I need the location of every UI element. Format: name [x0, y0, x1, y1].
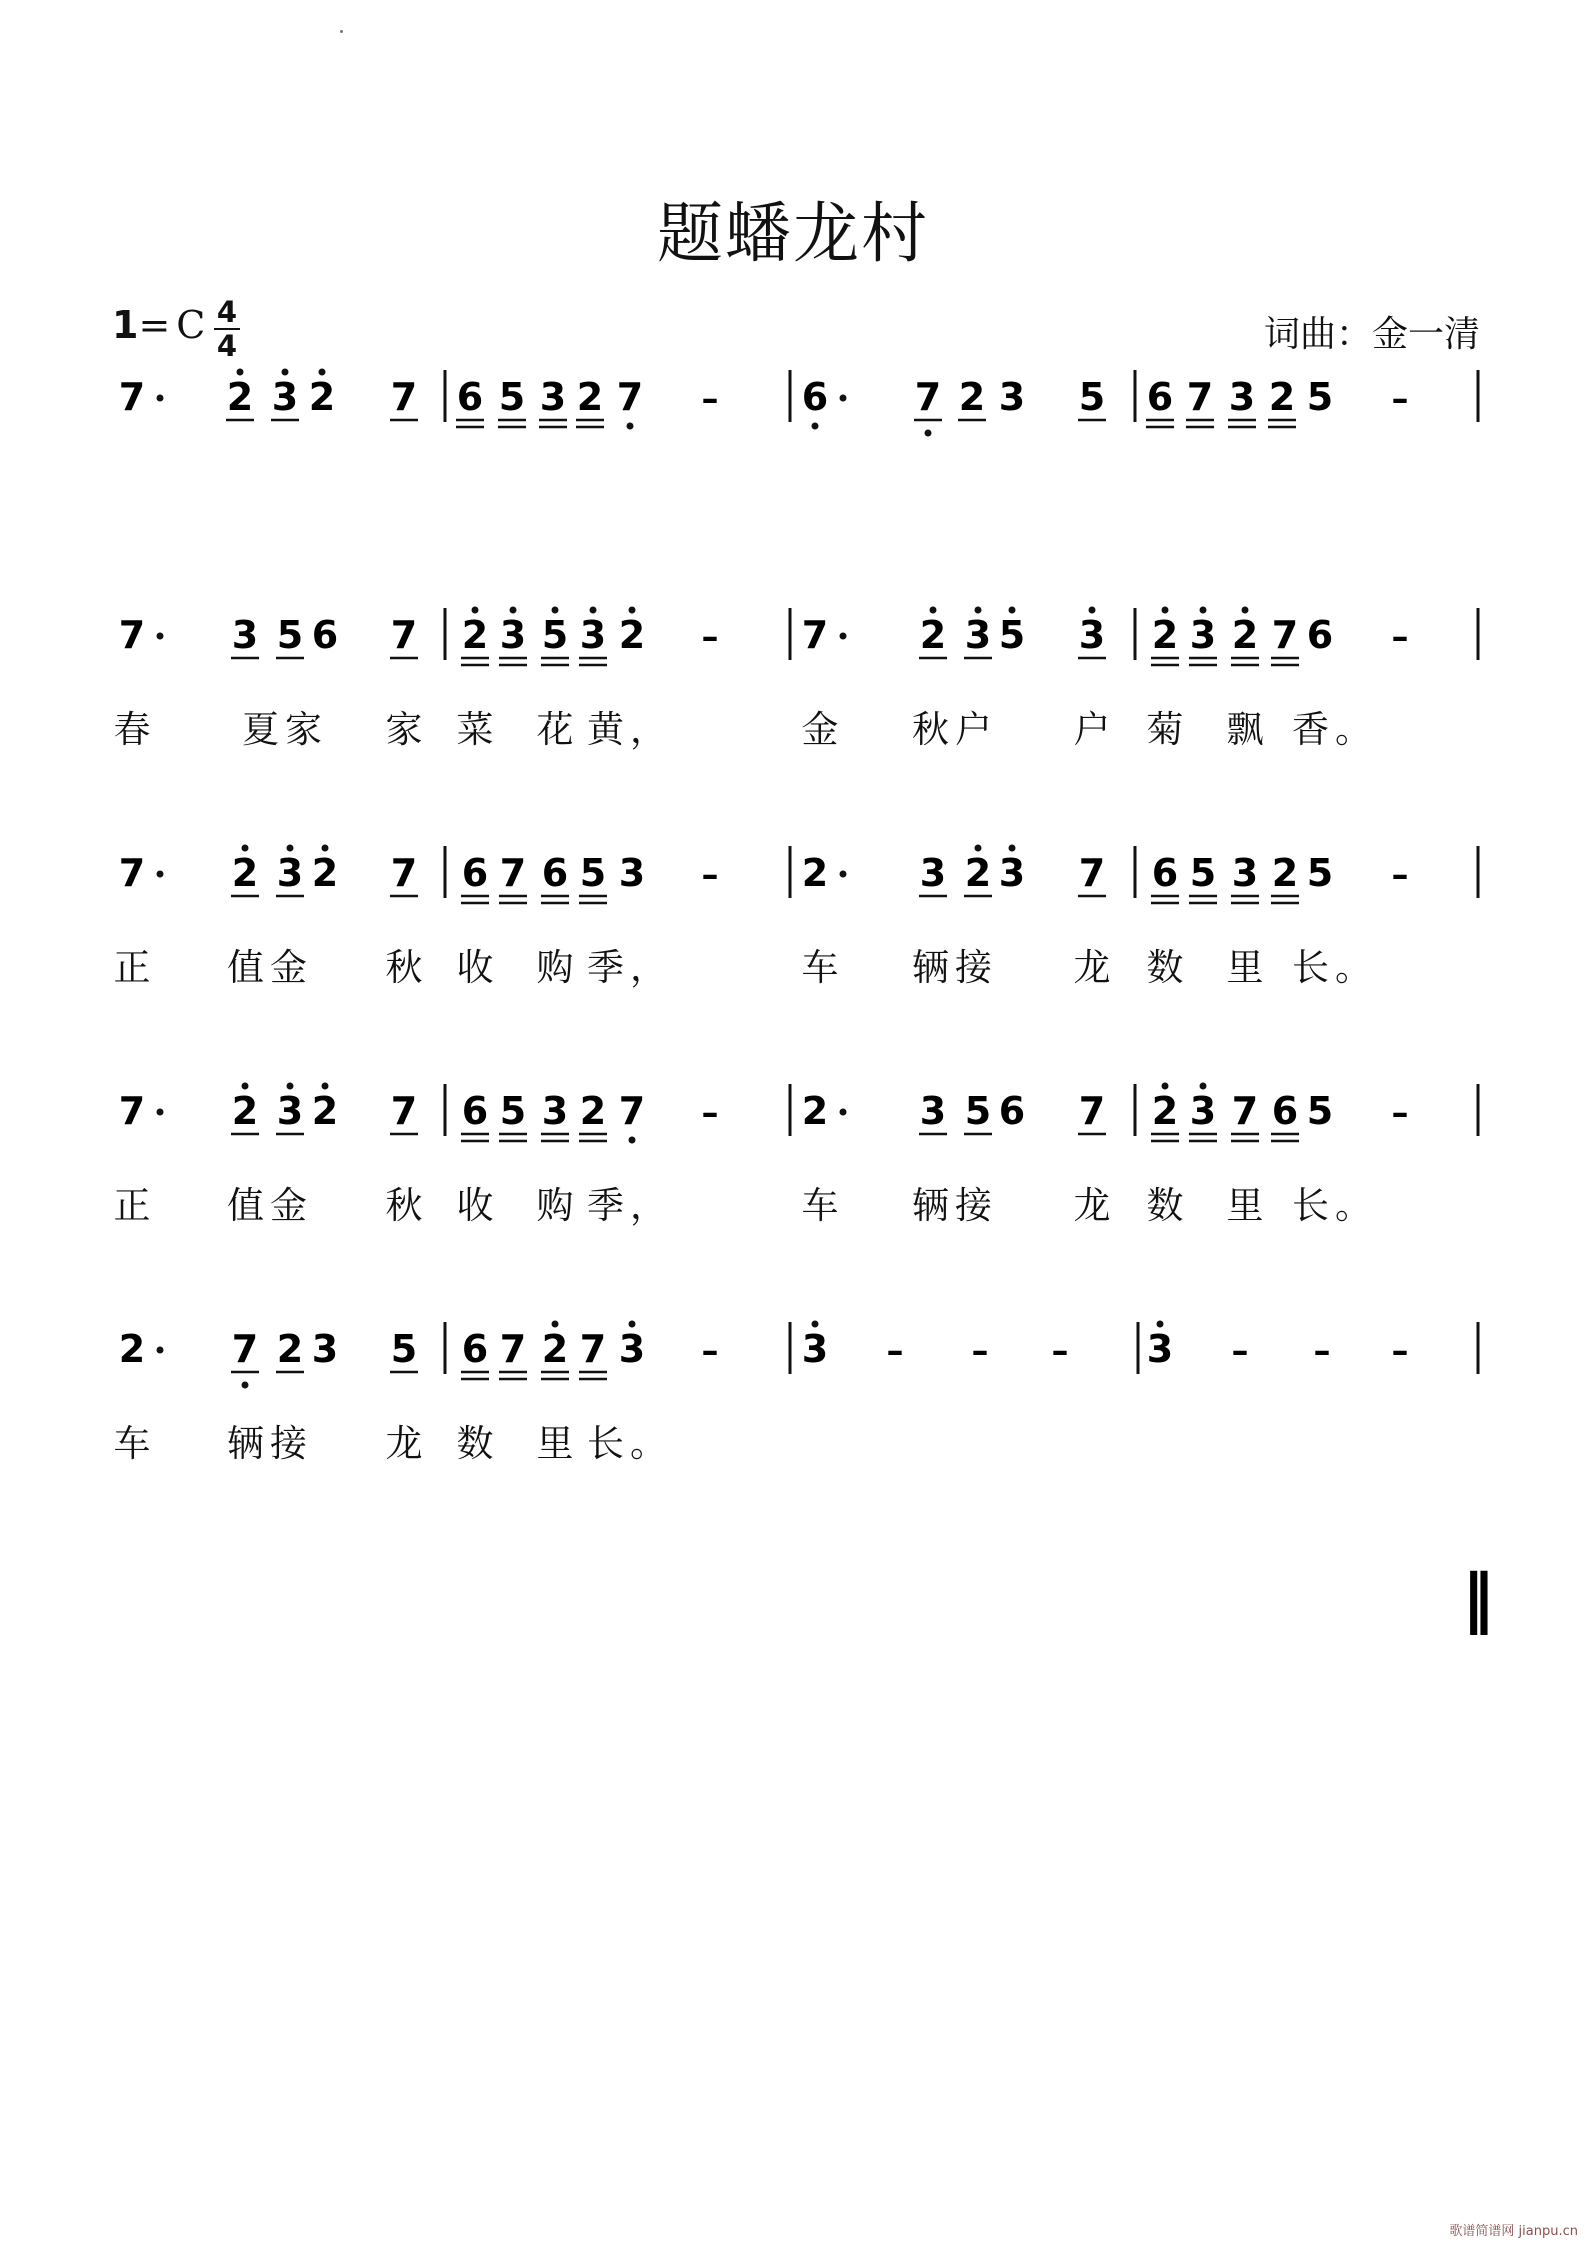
lyric-word: 数 — [1146, 1184, 1184, 1227]
lyric-word: 长。 — [1292, 1184, 1378, 1227]
augmentation-dot — [157, 1347, 164, 1354]
note: 3 — [919, 1089, 947, 1133]
note: 2 — [541, 1327, 569, 1371]
note: 3 — [618, 851, 646, 895]
song-title: 题蟠龙村 — [657, 195, 929, 272]
lyric-word: 飘 — [1226, 708, 1264, 751]
rest-dash: – — [701, 855, 719, 895]
rest-dash: – — [701, 1331, 719, 1371]
note: 7 — [118, 851, 146, 895]
note: 6 — [998, 1089, 1026, 1133]
octave-up-dot — [552, 1321, 559, 1328]
note: 3 — [618, 1327, 646, 1371]
note: 7 — [616, 375, 644, 419]
note: 7 — [1186, 375, 1214, 419]
note: 6 — [311, 613, 339, 657]
lyric-word: 数 — [456, 1422, 494, 1465]
note: 2 — [1268, 375, 1296, 419]
octave-up-dot — [552, 607, 559, 614]
note: 7 — [231, 1327, 259, 1371]
octave-up-dot — [975, 607, 982, 614]
note: 3 — [998, 851, 1026, 895]
lyric-word: 户 — [1073, 708, 1111, 751]
note: 2 — [1151, 613, 1179, 657]
rest-dash: – — [971, 1331, 989, 1371]
lyric-word: 秋户 — [912, 708, 998, 751]
note: 3 — [271, 375, 299, 419]
rest-dash: – — [701, 617, 719, 657]
note: 3 — [998, 375, 1026, 419]
note: 7 — [579, 1327, 607, 1371]
octave-up-dot — [322, 1083, 329, 1090]
lyric-word: 车 — [113, 1422, 151, 1465]
note: 2 — [801, 851, 829, 895]
key-pitch: C — [176, 303, 206, 347]
lyric-word: 黄， — [587, 708, 673, 751]
rest-dash: – — [1231, 1331, 1249, 1371]
augmentation-dot — [157, 1109, 164, 1116]
note: 6 — [801, 375, 829, 419]
key-equals: = — [138, 303, 171, 347]
lyric-word: 正 — [113, 946, 151, 989]
octave-down-dot — [925, 430, 932, 437]
octave-up-dot — [1009, 607, 1016, 614]
octave-down-dot — [627, 423, 634, 430]
note: 3 — [1078, 613, 1106, 657]
note: 7 — [118, 375, 146, 419]
note: 2 — [964, 851, 992, 895]
octave-up-dot — [287, 1083, 294, 1090]
octave-up-dot — [510, 607, 517, 614]
note: 3 — [1189, 1089, 1217, 1133]
octave-up-dot — [930, 607, 937, 614]
note: 6 — [1306, 613, 1334, 657]
note: 3 — [1189, 613, 1217, 657]
rest-dash: – — [1313, 1331, 1331, 1371]
lyric-word: 龙 — [1073, 946, 1111, 989]
note: 3 — [579, 613, 607, 657]
rest-dash: – — [1051, 1331, 1069, 1371]
note: 3 — [276, 851, 304, 895]
octave-up-dot — [1009, 845, 1016, 852]
octave-up-dot — [282, 369, 289, 376]
note: 3 — [499, 613, 527, 657]
note: 3 — [276, 1089, 304, 1133]
note: 6 — [1146, 375, 1174, 419]
note: 6 — [461, 851, 489, 895]
lyric-word: 里 — [1226, 946, 1264, 989]
octave-down-dot — [629, 1137, 636, 1144]
note: 7 — [390, 375, 418, 419]
note: 2 — [1271, 851, 1299, 895]
note: 7 — [801, 613, 829, 657]
lyric-word: 收 — [456, 946, 494, 989]
note: 7 — [1231, 1089, 1259, 1133]
lyric-word: 夏家 — [242, 708, 328, 751]
note: 6 — [461, 1327, 489, 1371]
note: 7 — [118, 613, 146, 657]
augmentation-dot — [840, 871, 847, 878]
octave-up-dot — [1200, 1083, 1207, 1090]
augmentation-dot — [840, 395, 847, 402]
note: 5 — [1306, 851, 1334, 895]
rest-dash: – — [886, 1331, 904, 1371]
octave-up-dot — [1162, 607, 1169, 614]
meter-bottom: 4 — [216, 329, 238, 363]
lyric-word: 家 — [385, 708, 423, 751]
note: 5 — [390, 1327, 418, 1371]
rest-dash: – — [1391, 379, 1409, 419]
rest-dash: – — [1391, 1331, 1409, 1371]
note: 3 — [1146, 1327, 1174, 1371]
note: 5 — [498, 375, 526, 419]
note: 7 — [1078, 1089, 1106, 1133]
note: 2 — [461, 613, 489, 657]
note: 3 — [311, 1327, 339, 1371]
octave-up-dot — [1089, 607, 1096, 614]
note: 7 — [1271, 613, 1299, 657]
lyric-word: 长。 — [587, 1422, 673, 1465]
octave-up-dot — [1242, 607, 1249, 614]
lyric-word: 购 — [536, 946, 574, 989]
note: 7 — [390, 613, 418, 657]
lyric-word: 春 — [113, 708, 151, 751]
lyric-word: 值金 — [227, 1184, 313, 1227]
octave-up-dot — [237, 369, 244, 376]
lyric-word: 辆接 — [912, 1184, 998, 1227]
note: 3 — [919, 851, 947, 895]
rest-dash: – — [701, 379, 719, 419]
note: 2 — [311, 1089, 339, 1133]
note: 3 — [541, 1089, 569, 1133]
rest-dash: – — [701, 1093, 719, 1133]
lyric-word: 辆接 — [912, 946, 998, 989]
octave-up-dot — [472, 607, 479, 614]
lyric-word: 车 — [801, 946, 839, 989]
rest-dash: – — [1391, 855, 1409, 895]
lyric-word: 秋 — [385, 1184, 423, 1227]
octave-up-dot — [322, 845, 329, 852]
note: 5 — [541, 613, 569, 657]
note: 5 — [964, 1089, 992, 1133]
lyric-word: 菊 — [1146, 708, 1184, 751]
note: 7 — [390, 851, 418, 895]
lyric-word: 收 — [456, 1184, 494, 1227]
lyric-word: 菜 — [456, 708, 494, 751]
lyric-word: 值金 — [227, 946, 313, 989]
octave-down-dot — [812, 423, 819, 430]
note: 2 — [1231, 613, 1259, 657]
lyric-word: 金 — [801, 708, 839, 751]
lyric-word: 正 — [113, 1184, 151, 1227]
octave-up-dot — [319, 369, 326, 376]
rest-dash: – — [1391, 617, 1409, 657]
note: 2 — [231, 1089, 259, 1133]
lyric-word: 花 — [536, 708, 574, 751]
note: 5 — [1306, 375, 1334, 419]
augmentation-dot — [157, 871, 164, 878]
octave-up-dot — [629, 1321, 636, 1328]
lyric-word: 季， — [587, 1184, 673, 1227]
note: 7 — [1078, 851, 1106, 895]
note: 7 — [914, 375, 942, 419]
lyric-word: 秋 — [385, 946, 423, 989]
note: 3 — [801, 1327, 829, 1371]
octave-up-dot — [1200, 607, 1207, 614]
note: 7 — [618, 1089, 646, 1133]
note: 5 — [1078, 375, 1106, 419]
note: 2 — [618, 613, 646, 657]
note: 7 — [499, 851, 527, 895]
octave-up-dot — [1162, 1083, 1169, 1090]
lyric-word: 里 — [536, 1422, 574, 1465]
note: 5 — [998, 613, 1026, 657]
augmentation-dot — [840, 1109, 847, 1116]
note: 3 — [231, 613, 259, 657]
note: 5 — [1306, 1089, 1334, 1133]
note: 6 — [461, 1089, 489, 1133]
augmentation-dot — [157, 633, 164, 640]
octave-up-dot — [975, 845, 982, 852]
note: 2 — [226, 375, 254, 419]
octave-up-dot — [590, 607, 597, 614]
octave-up-dot — [242, 1083, 249, 1090]
note: 3 — [964, 613, 992, 657]
final-barline: ‖ — [1462, 1562, 1494, 1636]
key-tonic: 1 — [112, 303, 139, 347]
lyric-word: 车 — [801, 1184, 839, 1227]
watermark: 歌谱简谱网 jianpu.cn — [1449, 2224, 1578, 2239]
note: 2 — [276, 1327, 304, 1371]
note: 3 — [1228, 375, 1256, 419]
note: 7 — [390, 1089, 418, 1133]
lyric-word: 数 — [1146, 946, 1184, 989]
octave-up-dot — [287, 845, 294, 852]
rest-dash: – — [1391, 1093, 1409, 1133]
augmentation-dot — [157, 395, 164, 402]
note: 3 — [539, 375, 567, 419]
note: 7 — [499, 1327, 527, 1371]
note: 5 — [276, 613, 304, 657]
octave-up-dot — [812, 1321, 819, 1328]
note: 6 — [1151, 851, 1179, 895]
lyric-word: 里 — [1226, 1184, 1264, 1227]
lyric-word: 长。 — [1292, 946, 1378, 989]
note: 5 — [579, 851, 607, 895]
note: 5 — [1189, 851, 1217, 895]
credit-label: 词曲： — [1263, 314, 1372, 355]
credit-author: 金一清 — [1371, 314, 1480, 355]
note: 5 — [499, 1089, 527, 1133]
note: 6 — [1271, 1089, 1299, 1133]
lyric-word: 辆接 — [227, 1422, 313, 1465]
octave-up-dot — [629, 607, 636, 614]
note: 2 — [919, 613, 947, 657]
lyric-word: 购 — [536, 1184, 574, 1227]
note: 2 — [579, 1089, 607, 1133]
note: 2 — [118, 1327, 146, 1371]
note: 2 — [958, 375, 986, 419]
note: 2 — [576, 375, 604, 419]
augmentation-dot — [840, 633, 847, 640]
note: 2 — [231, 851, 259, 895]
note: 7 — [118, 1089, 146, 1133]
lyric-word: 季， — [587, 946, 673, 989]
note: 2 — [311, 851, 339, 895]
octave-down-dot — [242, 1382, 249, 1389]
note: 3 — [1231, 851, 1259, 895]
lyric-word: 香。 — [1292, 708, 1378, 751]
octave-up-dot — [1157, 1321, 1164, 1328]
note: 6 — [541, 851, 569, 895]
note: 2 — [801, 1089, 829, 1133]
note: 2 — [1151, 1089, 1179, 1133]
note: 2 — [308, 375, 336, 419]
lyric-word: 龙 — [385, 1422, 423, 1465]
meter-top: 4 — [214, 296, 240, 330]
lyric-word: 龙 — [1073, 1184, 1111, 1227]
octave-up-dot — [242, 845, 249, 852]
note: 6 — [456, 375, 484, 419]
